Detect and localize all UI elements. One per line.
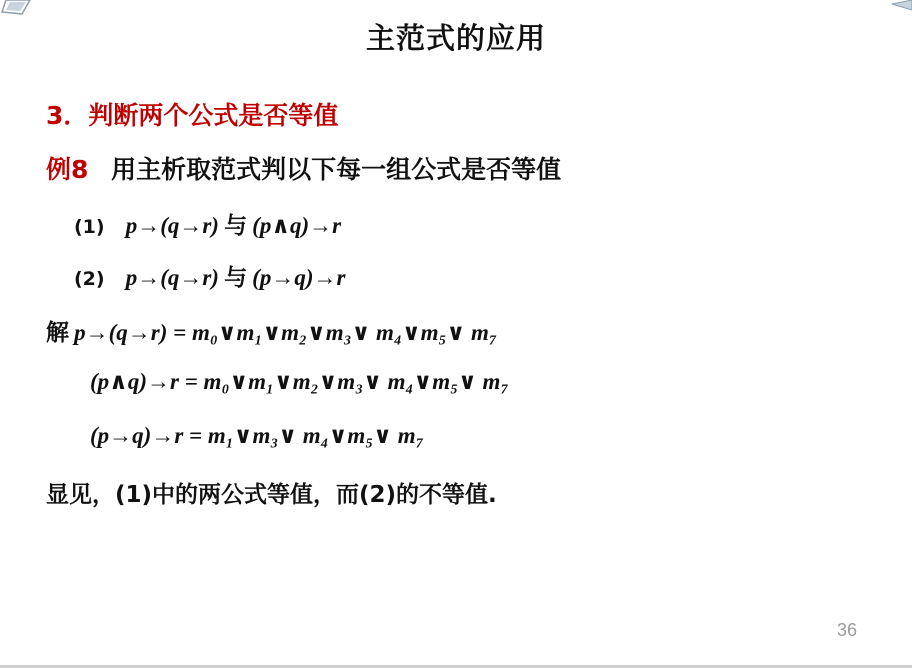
formula-connector: 与 (224, 265, 248, 291)
corner-decoration-left (0, 0, 40, 16)
formula-right: (p→q)→r (252, 265, 346, 290)
page-number: 36 (836, 620, 857, 640)
example-text: 用主析取范式判以下每一组公式是否等值 (111, 155, 562, 184)
formula-pair-2 (74, 259, 345, 292)
formula-left: p→(q→r) (125, 213, 219, 238)
formula-left: p→(q→r) (125, 265, 219, 290)
section-heading: 3．判断两个公式是否等值 (46, 101, 339, 130)
conclusion: 显见，(1)中的两公式等值，而(2)的不等值. (46, 482, 497, 508)
example-statement (46, 150, 561, 186)
formula-pair-1 (74, 207, 341, 240)
item-label: (1) (74, 216, 105, 238)
example-label: 例8 (46, 155, 89, 184)
formula-connector: 与 (224, 213, 248, 239)
item-label: (2) (74, 268, 105, 290)
solution-label: 解 (46, 320, 69, 346)
corner-decoration-right (888, 0, 912, 16)
solution-line-2: (p∧q)→r = m₀∨m₁∨m₂∨m₃∨ m₄∨m₅∨ m₇ (90, 369, 509, 394)
slide-title: 主范式的应用 (365, 21, 546, 55)
formula-right: (p∧q)→r (252, 213, 342, 238)
solution-line-3: (p→q)→r = m₁∨m₃∨ m₄∨m₅∨ m₇ (90, 423, 424, 448)
solution-formula: p→(q→r) = m₀∨m₁∨m₂∨m₃∨ m₄∨m₅∨ m₇ (74, 320, 497, 345)
solution-line-1 (46, 314, 497, 347)
